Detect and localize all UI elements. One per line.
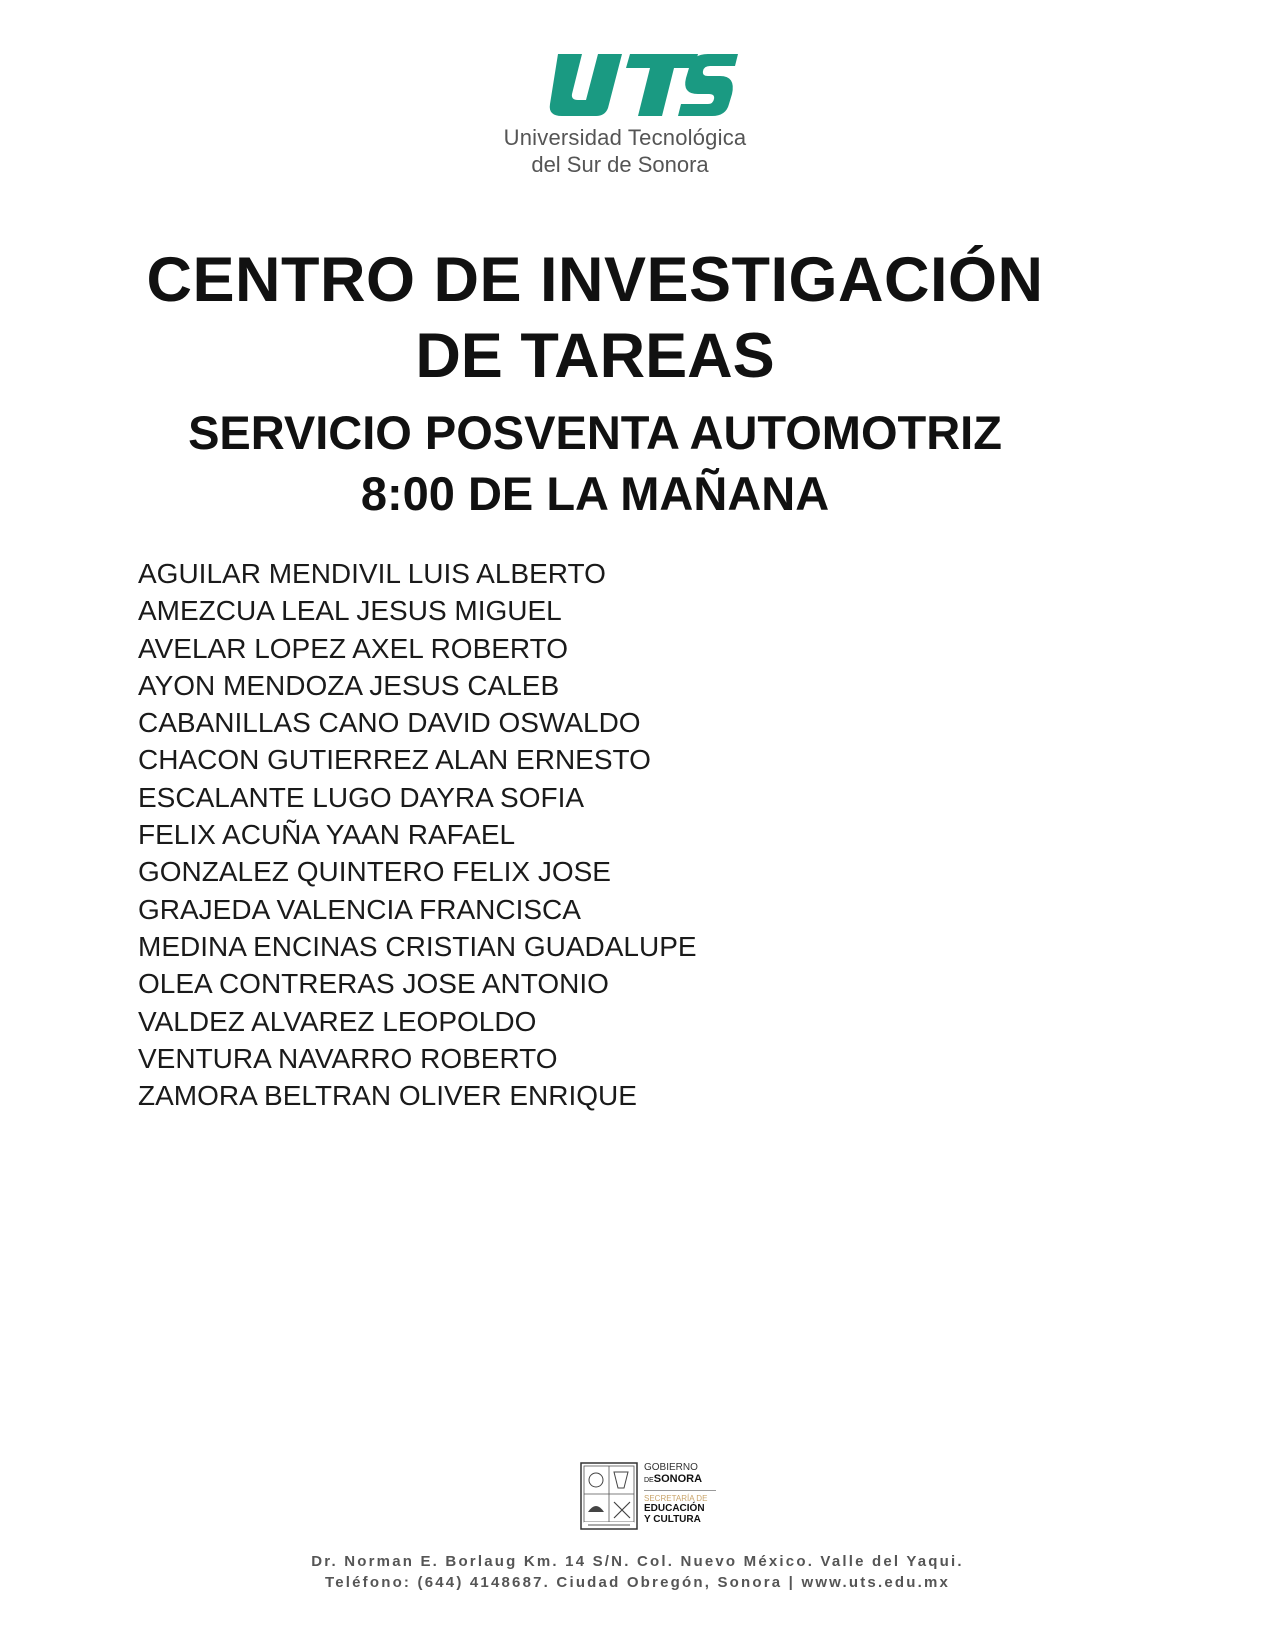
list-item: ESCALANTE LUGO DAYRA SOFIA [138, 781, 585, 813]
state-seal-icon [580, 1462, 638, 1530]
document-subtitle-program: SERVICIO POSVENTA AUTOMOTRIZ [188, 406, 1002, 459]
gov-line1: GOBIERNO [644, 1462, 698, 1473]
institution-name-line1: Universidad Tecnológica [503, 125, 747, 150]
government-logo [580, 1462, 730, 1530]
gov-line4: EDUCACIÓN [644, 1503, 705, 1514]
list-item: CABANILLAS CANO DAVID OSWALDO [138, 707, 641, 739]
list-item: FELIX ACUÑA YAAN RAFAEL [138, 819, 516, 851]
student-name-list [138, 555, 697, 1114]
government-text [644, 1462, 734, 1525]
document-subtitle-time: 8:00 DE LA MAÑANA [360, 467, 830, 520]
list-item: ZAMORA BELTRAN OLIVER ENRIQUE [138, 1080, 637, 1112]
list-item: VENTURA NAVARRO ROBERTO [138, 1042, 558, 1074]
list-item: OLEA CONTRERAS JOSE ANTONIO [138, 968, 609, 1000]
gov-line3: SECRETARÍA DE [644, 1494, 708, 1503]
list-item: MEDINA ENCINAS CRISTIAN GUADALUPE [138, 930, 697, 962]
footer-contact: Teléfono: (644) 4148687. Ciudad Obregón, Sonora | www.uts.edu.mx [324, 1574, 951, 1591]
document-title-line1: CENTRO DE INVESTIGACIÓN [146, 245, 1044, 315]
list-item: VALDEZ ALVAREZ LEOPOLDO [138, 1005, 537, 1037]
institution-name-line2: del Sur de Sonora [531, 152, 709, 177]
uts-logo-mark [538, 50, 738, 120]
gov-line2: DESONORA [644, 1473, 703, 1485]
list-item: AVELAR LOPEZ AXEL ROBERTO [138, 632, 569, 664]
list-item: GRAJEDA VALENCIA FRANCISCA [138, 893, 581, 925]
list-item: AGUILAR MENDIVIL LUIS ALBERTO [138, 558, 606, 589]
list-item: CHACON GUTIERREZ ALAN ERNESTO [138, 744, 651, 776]
list-item: GONZALEZ QUINTERO FELIX JOSE [138, 856, 611, 888]
divider [644, 1490, 716, 1491]
uts-logo [480, 50, 770, 180]
document-title-line2: DE TAREAS [415, 321, 775, 391]
list-item: AYON MENDOZA JESUS CALEB [138, 669, 560, 701]
footer-address: Dr. Norman E. Borlaug Km. 14 S/N. Col. Nuevo México. Valle del Yaqui. [311, 1553, 964, 1570]
gov-line5: Y CULTURA [644, 1514, 701, 1525]
list-item: AMEZCUA LEAL JESUS MIGUEL [138, 595, 562, 627]
